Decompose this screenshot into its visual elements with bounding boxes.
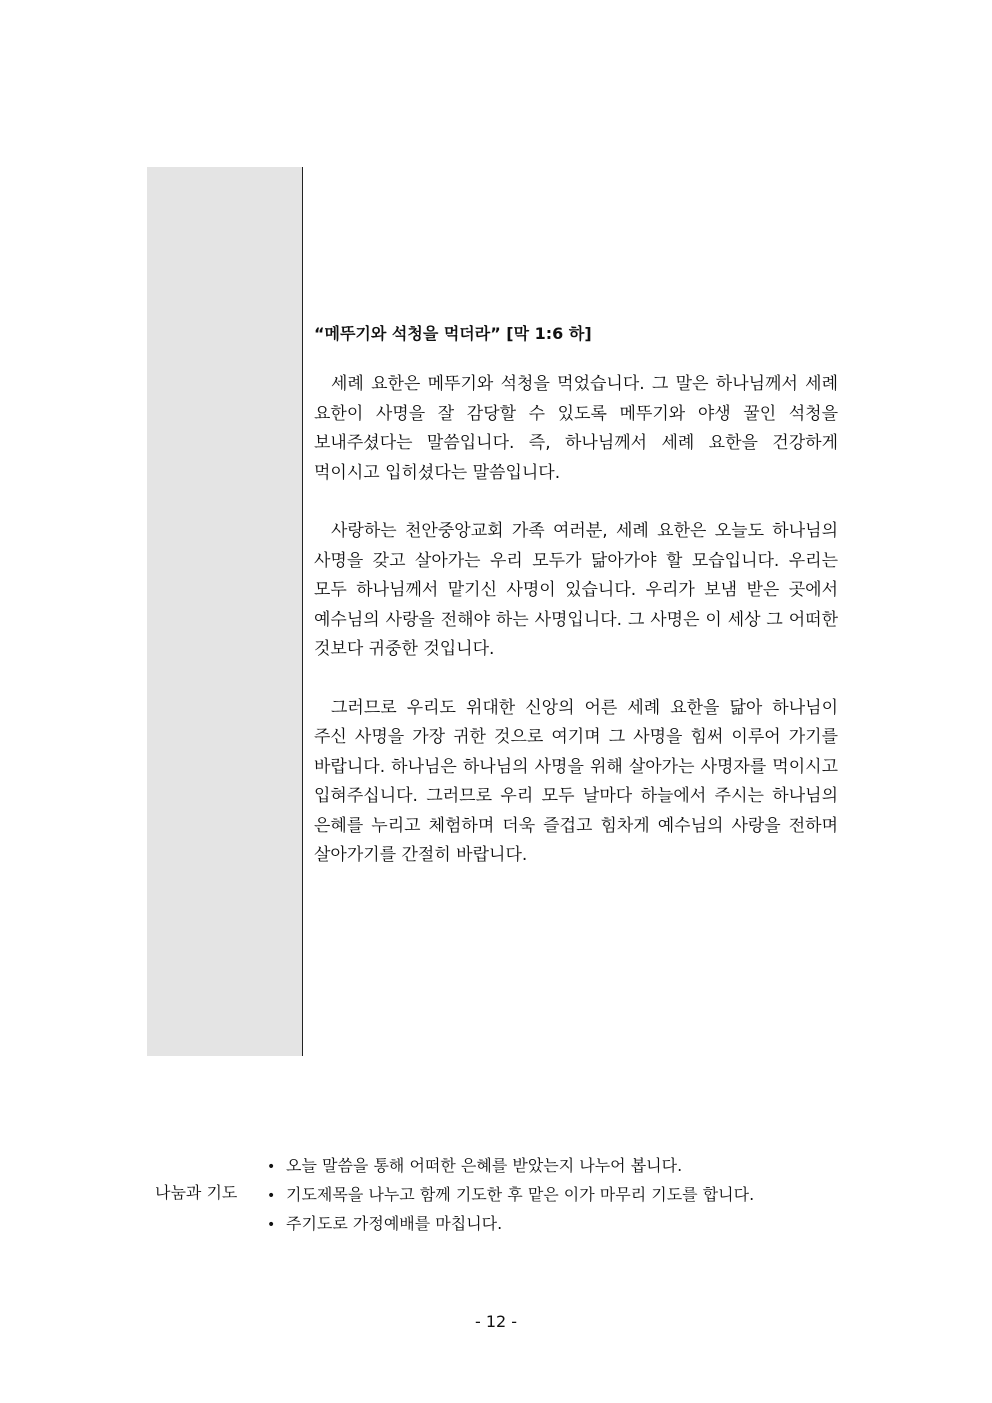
- sermon-paragraph-1: 세례 요한은 메뚜기와 석청을 먹었습니다. 그 말은 하나님께서 세례 요한이 사명을 잘 감당할 수 있도록 메뚜기와 야생 꿀인 석청을 보내주셨다는 말씀입니다. 즉, 하나님께서 세례 요한을 건강하게 먹이시고 입히셨다는 말씀입니다.: [314, 374, 838, 483]
- sermon-title: “메뚜기와 석청을 먹더라” [막 1:6 하]: [314, 324, 592, 343]
- sharing-item-text: 기도제목을 나누고 함께 기도한 후 맡은 이가 마무리 기도를 합니다.: [286, 1185, 755, 1204]
- bullet-icon: •: [267, 1217, 276, 1233]
- bullet-icon: •: [267, 1159, 276, 1175]
- sharing-item-text: 주기도로 가정예배를 마칩니다.: [286, 1214, 503, 1233]
- sermon-paragraph-2: 사랑하는 천안중앙교회 가족 여러분, 세례 요한은 오늘도 하나님의 사명을 갖고 살아가는 우리 모두가 닮아가야 할 모습입니다. 우리는 모두 하나님께서 맡기신 사명이 있습니다. 우리가 보냄 받은 곳에서 예수님의 사랑을 전해야 하는 사명입니다. 그 사명은 이 세상 그 어떠한 것보다 귀중한 것입니다.: [314, 521, 838, 659]
- page-number: - 12 -: [474, 1312, 518, 1331]
- sharing-item: [267, 1152, 754, 1181]
- bullet-icon: •: [267, 1188, 276, 1204]
- sermon-section: [314, 318, 838, 900]
- sharing-list: [267, 1152, 754, 1239]
- sharing-item-text: 오늘 말씀을 통해 어떠한 은혜를 받았는지 나누어 봅니다.: [286, 1156, 683, 1175]
- vertical-divider: [302, 167, 303, 1056]
- sharing-label: 나눔과 기도: [155, 1183, 238, 1202]
- sharing-item: [267, 1210, 754, 1239]
- sermon-paragraph-3: 그러므로 우리도 위대한 신앙의 어른 세례 요한을 닮아 하나님이 주신 사명을 가장 귀한 것으로 여기며 그 사명을 힘써 이루어 가기를 바랍니다. 하나님은 하나님의 사명을 위해 살아가는 사명자를 먹이시고 입혀주십니다. 그러므로 우리 모두 날마다 하늘에서 주시는 하나님의 은혜를 누리고 체험하며 더욱 즐겁고 힘차게 예수님의 사랑을 전하며 살아가기를 간절히 바랍니다.: [314, 697, 838, 865]
- sidebar-band: [147, 167, 303, 1056]
- sharing-item: [267, 1181, 754, 1210]
